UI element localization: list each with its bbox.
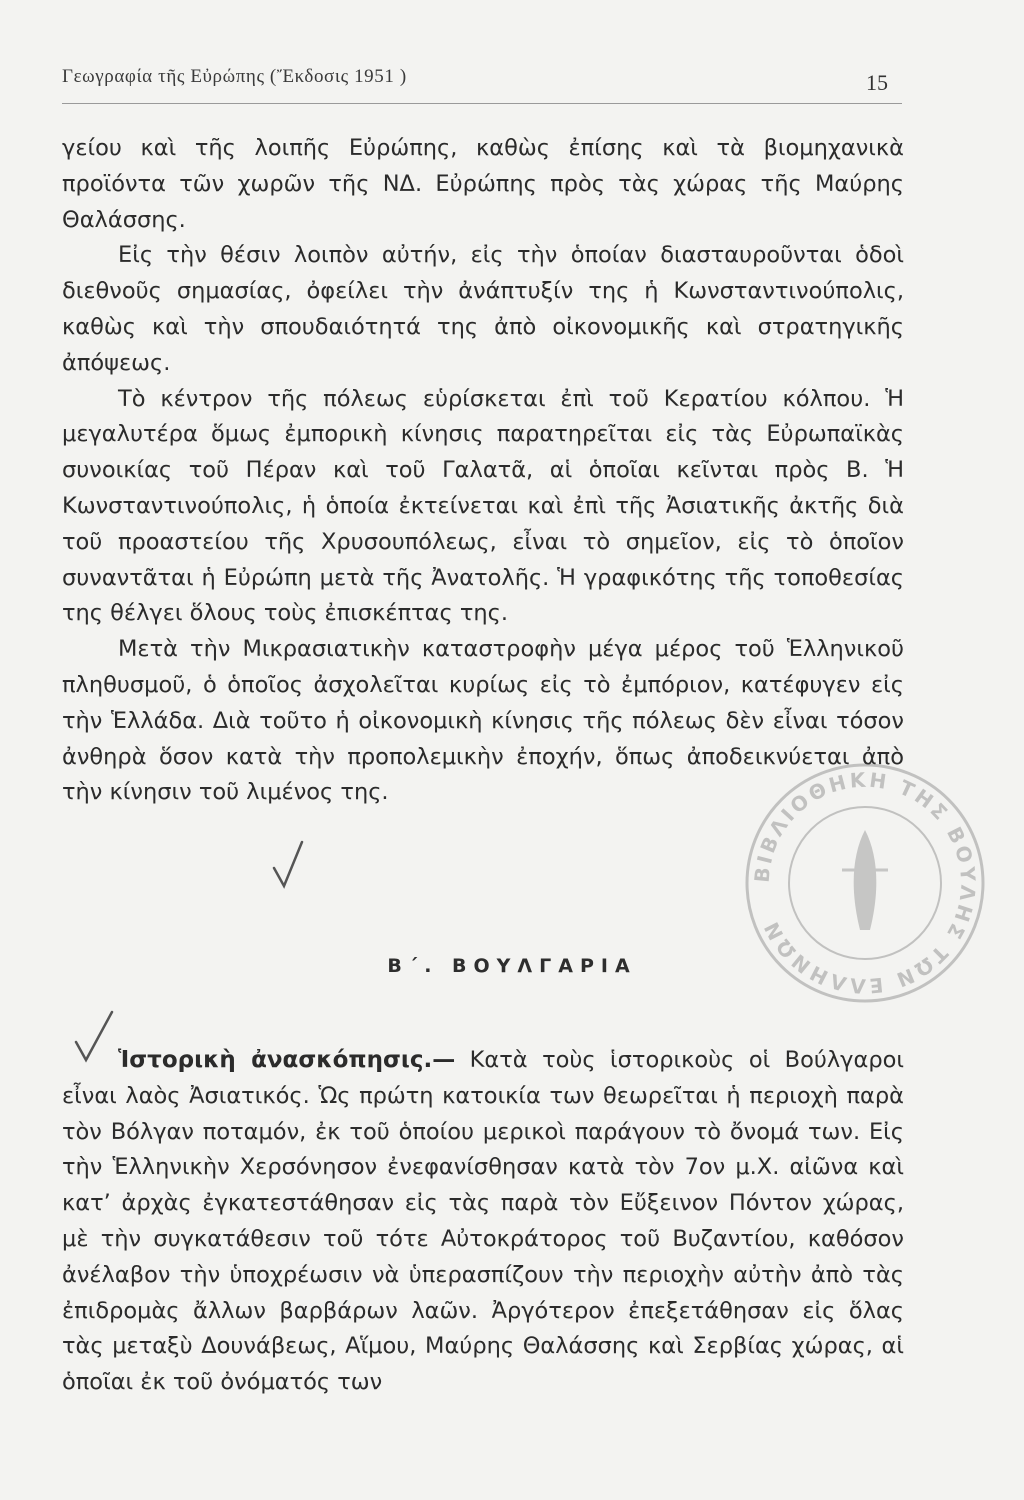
paragraph: Τὸ κέντρον τῆς πόλεως εὑρίσκεται ἐπὶ τοῦ Κερατίου κόλπου. Ἡ μεγαλυτέρα ὅμως ἐμπορικὴ κίνησις παρατηρεῖται εἰς τὰς Εὐρωπαϊκὰς συνοικίας τοῦ Πέραν καὶ τοῦ Γαλατᾶ, αἱ ὁποῖαι κεῖνται πρὸς Β. Ἡ Κωνσταντινούπολις, ἡ ὁποία ἐκτείνεται καὶ ἐπὶ τῆς Ἀσιατικῆς ἀκτῆς διὰ τοῦ προαστείου τῆς Χρυσουπόλεως, εἶναι τὸ σημεῖον, εἰς τὸ ὁποῖον συναντᾶται ἡ Εὐρώπη μετὰ τῆς Ἀνατολῆς. Ἡ γραφικότης τῆς τοποθεσίας της θέλγει ὅλους τοὺς ἐπισκέπτας της. (62, 385, 904, 627)
main-text (62, 131, 904, 811)
paragraph-continuation: γείου καὶ τῆς λοιπῆς Εὐρώπης, καθὼς ἐπίσης καὶ τὰ βιομηχανικὰ προϊόντα τῶν χωρῶν τῆς ΝΔ. Εὐρώπης πρὸς τὰς χώρας τῆς Μαύρης Θαλάσσης. (62, 135, 904, 233)
run-in-heading: Ἱστορικὴ ἀνασκόπησις.— (118, 1047, 456, 1073)
paragraph (62, 1043, 904, 1401)
page-number: 15 (866, 70, 888, 95)
section-heading: Β΄. ΒΟΥΛΓΑΡΙΑ (387, 955, 637, 977)
header-rule (62, 103, 902, 104)
paragraph: Μετὰ τὴν Μικρασιατικὴν καταστροφὴν μέγα μέρος τοῦ Ἑλληνικοῦ πληθυσμοῦ, ὁ ὁποῖος ἀσχολεῖται κυρίως εἰς τὸ ἐμπόριον, κατέφυγεν εἰς τὴν Ἑλλάδα. Διὰ τοῦτο ἡ οἰκονομικὴ κίνησις τῆς πόλεως δὲν εἶναι τόσον ἀνθηρὰ ὅσον κατὰ τὴν προπολεμικὴν ἐποχήν, ὅπως ἀποδεικνύεται ἀπὸ τὴν κίνησιν τοῦ λιμένος της. (62, 636, 904, 806)
library-stamp (742, 760, 988, 1006)
handwritten-check-mark (272, 838, 306, 894)
running-title: Γεωγραφία τῆς Εὐρώπης (Ἔκδοσις 1951 ) (62, 66, 407, 87)
stamp-text: ΒΙΒΛΙΟΘΗΚΗ ΤΗΣ ΒΟΥΛΗΣ ΤΩΝ ΕΛΛΗΝΩΝ (749, 767, 981, 999)
paragraph: Εἰς τὴν θέσιν λοιπὸν αὐτήν, εἰς τὴν ὁποίαν διασταυροῦνται ὁδοὶ διεθνοῦς σημασίας, ὀφείλει τὴν ἀνάπτυξίν της ἡ Κωνσταντινούπολις, καθὼς καὶ τὴν σπουδαιότητά της ἀπὸ οἰκονομικῆς καὶ στρατηγικῆς ἀπόψεως. (62, 242, 904, 376)
section-text (62, 1043, 904, 1401)
paragraph-text: Κατὰ τοὺς ἱστορικοὺς οἱ Βούλγαροι εἶναι λαὸς Ἀσιατικός. Ὡς πρώτη κατοικία των θεωρεῖται ἡ περιοχὴ παρὰ τὸν Βόλγαν ποταμόν, ἐκ τοῦ ὁποίου μερικοὶ παράγουν τὸ ὄνομά των. Εἰς τὴν Ἑλληνικὴν Χερσόνησον ἐνεφανίσθησαν κατὰ τὸν 7ον μ.Χ. αἰῶνα καὶ κατ’ ἀρχὰς ἐγκατεστάθησαν εἰς τὰς παρὰ τὸν Εὔξεινον Πόντον χώρας, μὲ τὴν συγκατάθεσιν τοῦ τότε Αὐτοκράτορος τοῦ Βυζαντίου, καθόσον ἀνέλαβον τὴν ὑποχρέωσιν νὰ ὑπερασπίζουν τὴν περιοχὴν αὐτὴν ἀπὸ τὰς ἐπιδρομὰς ἄλλων βαρβάρων λαῶν. Ἀργότερον ἐπεξετάθησαν εἰς ὅλας τὰς μεταξὺ Δουνάβεως, Αἵμου, Μαύρης Θαλάσσης καὶ Σερβίας χώρας, αἱ ὁποῖαι ἐκ τοῦ ὀνόματός των (62, 1047, 904, 1396)
